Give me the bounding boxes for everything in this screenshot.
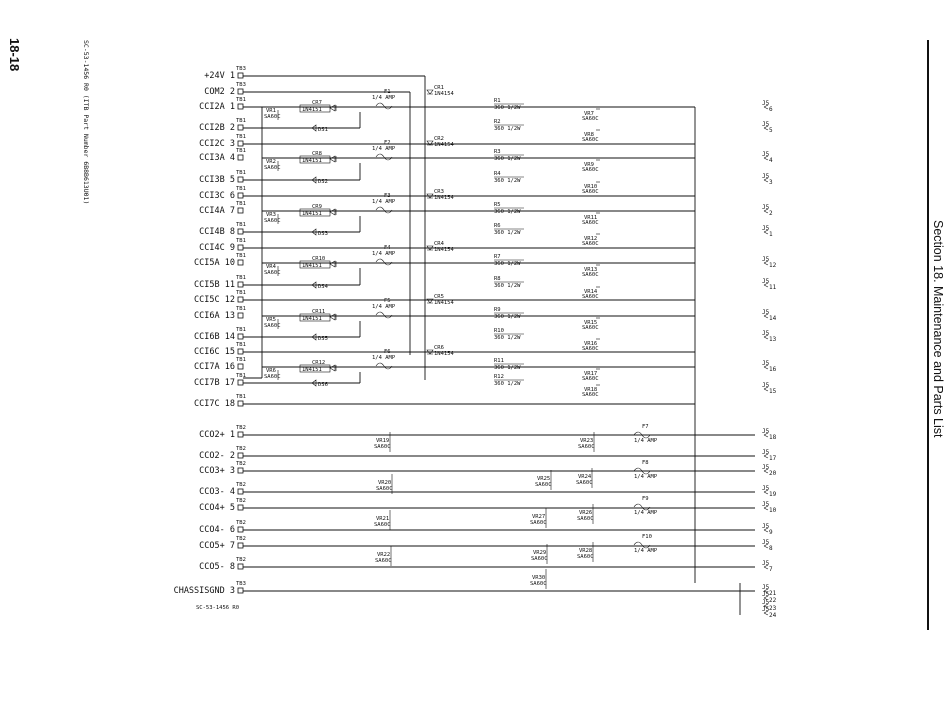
diode-ref: CR10 (312, 256, 326, 262)
diode-symbol (330, 209, 336, 215)
varistor-ref: VR14 (584, 289, 598, 295)
j5-label: J5 (762, 485, 770, 492)
terminal-block-label: TB1 (236, 275, 246, 281)
terminal-block-label: TB1 (236, 238, 246, 244)
section-title: Section 18. Maintenance and Parts List (931, 220, 945, 438)
resistor-value: 360 1/2W (494, 314, 521, 320)
resistor-ref: R9 (494, 307, 501, 313)
varistor-part: SA60C (582, 241, 599, 247)
varistor-ref: VR13 (584, 267, 598, 273)
resistor-value: 360 1/2W (494, 230, 521, 236)
varistor-ref: VR28 (579, 548, 593, 554)
j5-label: J5 (762, 330, 770, 337)
varistor-ref: VR19 (376, 438, 390, 444)
terminal-square (238, 245, 243, 250)
terminal-block-label: TB2 (236, 446, 246, 452)
resistor-ref: R6 (494, 223, 501, 229)
diode-part: 1N4151 (302, 316, 322, 322)
terminal-square (238, 564, 243, 569)
varistor-part: SA60C (582, 294, 599, 300)
varistor-part: SA60C (264, 165, 281, 171)
j5-label: J5 (762, 382, 770, 389)
varistor-part: SA60C (264, 270, 281, 276)
led-ref: DS4 (318, 284, 328, 290)
diode-ref: CR2 (434, 136, 444, 142)
j5-label: J5 (762, 121, 770, 128)
j5-label: J5 (762, 523, 770, 530)
varistor-ref: VR17 (584, 371, 598, 377)
terminal-square (238, 468, 243, 473)
diode-part: 1N4154 (434, 142, 454, 148)
diode-symbol (427, 90, 433, 94)
varistor-part: SA60C (578, 444, 595, 450)
terminal-label: CCI6C 15 (194, 347, 235, 357)
terminal-label: CCI7C 18 (194, 399, 235, 409)
diode-part: 1N4154 (434, 351, 454, 357)
terminal-label: CCO3- 4 (199, 487, 235, 497)
diode-symbol (330, 261, 336, 267)
varistor-part: SA60C (576, 480, 593, 486)
varistor-ref: VR8 (584, 132, 594, 138)
diode-part: 1N4154 (434, 300, 454, 306)
resistor-value: 360 1/2W (494, 126, 521, 132)
j5-label: J5 (762, 278, 770, 285)
terminal-block-label: TB3 (236, 581, 246, 587)
fuse-symbol (376, 312, 392, 318)
fuse-rating: 1/4 AMP (372, 95, 396, 101)
diode-part: 1N4151 (302, 158, 322, 164)
varistor-ref: VR9 (584, 162, 594, 168)
j5-pin: 3 (769, 179, 773, 186)
varistor-part: SA60C (374, 444, 391, 450)
terminal-block-label: TB1 (236, 148, 246, 154)
terminal-square (238, 282, 243, 287)
j5-label: J5 (762, 591, 770, 598)
terminal-label: CCI2A 1 (199, 102, 235, 112)
varistor-part: SA60C (374, 522, 391, 528)
terminal-label: CCO5+ 7 (199, 541, 235, 551)
terminal-square (238, 155, 243, 160)
diode-symbol (330, 156, 336, 162)
diode-ref: CR3 (434, 189, 444, 195)
terminal-square (238, 489, 243, 494)
varistor-ref: VR26 (579, 510, 593, 516)
resistor-value: 360 1/2W (494, 283, 521, 289)
terminal-square (238, 380, 243, 385)
varistor-part: SA60C (535, 482, 552, 488)
diode-part: 1N4151 (302, 367, 322, 373)
j5-pin: 6 (769, 106, 773, 113)
terminal-label: CCI2B 2 (199, 123, 235, 133)
resistor-ref: R8 (494, 276, 501, 282)
j5-pin: 7 (769, 566, 773, 573)
j5-label: J5 (762, 464, 770, 471)
led-ref: DS1 (318, 127, 328, 133)
terminal-label: CCO3+ 3 (199, 466, 235, 476)
terminal-square (238, 297, 243, 302)
terminal-square (238, 543, 243, 548)
j5-pin: 20 (769, 470, 777, 477)
diode-ref: CR9 (312, 204, 322, 210)
varistor-part: SA60C (577, 516, 594, 522)
fuse-symbol (376, 363, 392, 369)
j5-pin: 19 (769, 491, 777, 498)
j5-label: J5 (762, 225, 770, 232)
j5-label: J5 (762, 560, 770, 567)
diode-ref: CR11 (312, 309, 326, 315)
led-ref: DS2 (318, 179, 328, 185)
varistor-ref: VR29 (533, 550, 547, 556)
terminal-label: CCO4- 6 (199, 525, 235, 535)
terminal-label: CCI4B 8 (199, 227, 235, 237)
terminal-square (238, 349, 243, 354)
fuse-rating: 1/4 AMP (634, 510, 658, 516)
terminal-label: CCI5A 10 (194, 258, 235, 268)
j5-pin: 17 (769, 455, 777, 462)
varistor-ref: VR25 (537, 476, 551, 482)
fuse-rating: 1/4 AMP (372, 355, 396, 361)
varistor-part: SA60C (577, 554, 594, 560)
terminal-label: CCO2+ 1 (199, 430, 235, 440)
terminal-label: CCI5C 12 (194, 295, 235, 305)
j5-label: J5 (762, 599, 770, 606)
fuse-ref: F4 (384, 245, 391, 251)
terminal-square (238, 193, 243, 198)
varistor-part: SA60C (582, 167, 599, 173)
terminal-block-label: TB1 (236, 134, 246, 140)
diode-part: 1N4151 (302, 211, 322, 217)
j5-pin: 15 (769, 388, 777, 395)
fuse-rating: 1/4 AMP (372, 251, 396, 257)
j5-label: J5 (762, 309, 770, 316)
terminal-block-label: TB3 (236, 82, 246, 88)
document-reference: SC-53-1456 R0 (ITB Part Number 6B8B613U01) (82, 40, 90, 205)
j5-label: J5 (762, 360, 770, 367)
varistor-part: SA60C (582, 272, 599, 278)
terminal-square (238, 260, 243, 265)
varistor-part: SA60C (582, 376, 599, 382)
j5-pin: 13 (769, 336, 777, 343)
resistor-value: 360 1/2W (494, 365, 521, 371)
terminal-block-label: TB1 (236, 253, 246, 259)
diode-part: 1N4154 (434, 247, 454, 253)
j5-label: J5 (762, 449, 770, 456)
varistor-ref: VR3 (266, 212, 276, 218)
j5-label: J5 (762, 584, 770, 591)
fuse-ref: F7 (642, 424, 649, 430)
terminal-square (238, 125, 243, 130)
varistor-ref: VR18 (584, 387, 598, 393)
j5-pin: 10 (769, 507, 777, 514)
varistor-ref: VR2 (266, 159, 276, 165)
j5-pin: 8 (769, 545, 773, 552)
diode-ref: CR4 (434, 241, 444, 247)
terminal-label: CCI3C 6 (199, 191, 235, 201)
varistor-ref: VR6 (266, 368, 276, 374)
fuse-symbol (376, 154, 392, 160)
terminal-block-label: TB1 (236, 342, 246, 348)
terminal-block-label: TB1 (236, 373, 246, 379)
varistor-ref: VR30 (532, 575, 546, 581)
varistor-ref: VR23 (580, 438, 594, 444)
diode-ref: CR12 (312, 360, 326, 366)
varistor-ref: VR27 (532, 514, 546, 520)
resistor-value: 360 1/2W (494, 209, 521, 215)
terminal-block-label: TB1 (236, 394, 246, 400)
varistor-part: SA60C (264, 374, 281, 380)
diode-ref: CR6 (434, 345, 444, 351)
resistor-ref: R11 (494, 358, 504, 364)
varistor-part: SA60C (582, 220, 599, 226)
varistor-ref: VR21 (376, 516, 390, 522)
terminal-block-label: TB1 (236, 118, 246, 124)
diode-symbol (330, 365, 336, 371)
terminal-square (238, 73, 243, 78)
varistor-part: SA60C (530, 581, 547, 587)
led-ref: DS6 (318, 382, 328, 388)
resistor-value: 360 1/2W (494, 105, 521, 111)
terminal-square (238, 401, 243, 406)
resistor-ref: R3 (494, 149, 501, 155)
resistor-ref: R5 (494, 202, 501, 208)
terminal-label: +24V 1 (204, 71, 235, 81)
terminal-square (238, 527, 243, 532)
resistor-ref: R4 (494, 171, 501, 177)
terminal-square (238, 208, 243, 213)
terminal-block-label: TB2 (236, 482, 246, 488)
terminal-block-label: TB1 (236, 222, 246, 228)
j5-pin: 5 (769, 127, 773, 134)
j5-label: J5 (762, 501, 770, 508)
diode-part: 1N4151 (302, 107, 322, 113)
varistor-part: SA60C (582, 189, 599, 195)
varistor-ref: VR20 (378, 480, 392, 486)
terminal-block-label: TB3 (236, 66, 246, 72)
page-number: 18-18 (7, 38, 22, 72)
terminal-block-label: TB2 (236, 520, 246, 526)
resistor-value: 360 1/2W (494, 381, 521, 387)
fuse-ref: F3 (384, 193, 391, 199)
varistor-ref: VR1 (266, 108, 276, 114)
fuse-rating: 1/4 AMP (634, 438, 658, 444)
terminal-label: CCI6B 14 (194, 332, 235, 342)
terminal-block-label: TB1 (236, 97, 246, 103)
j5-pin: 18 (769, 434, 777, 441)
diode-part: 1N4154 (434, 195, 454, 201)
terminal-label: CCI3B 5 (199, 175, 235, 185)
diode-ref: CR7 (312, 100, 322, 106)
diode-part: 1N4154 (434, 91, 454, 97)
fuse-rating: 1/4 AMP (634, 474, 658, 480)
led-ref: DS3 (318, 231, 328, 237)
fuse-rating: 1/4 AMP (372, 304, 396, 310)
terminal-block-label: TB2 (236, 536, 246, 542)
terminal-block-label: TB1 (236, 306, 246, 312)
j5-pin: 23 (769, 605, 777, 612)
fuse-ref: F10 (642, 534, 652, 540)
terminal-label: CCI7A 16 (194, 362, 235, 372)
fuse-ref: F1 (384, 89, 391, 95)
j5-pin: 22 (769, 597, 777, 604)
terminal-square (238, 453, 243, 458)
resistor-value: 360 1/2W (494, 156, 521, 162)
varistor-part: SA60C (582, 346, 599, 352)
terminal-block-label: TB1 (236, 327, 246, 333)
varistor-ref: VR24 (578, 474, 592, 480)
terminal-square (238, 505, 243, 510)
j5-label: J5 (762, 606, 770, 613)
j5-pin: 24 (769, 612, 777, 619)
terminal-label: CCI4A 7 (199, 206, 235, 216)
terminal-block-label: TB2 (236, 461, 246, 467)
resistor-ref: R1 (494, 98, 501, 104)
varistor-part: SA60C (582, 392, 599, 398)
fuse-rating: 1/4 AMP (372, 146, 396, 152)
terminal-label: CCO5- 8 (199, 562, 235, 572)
varistor-ref: VR16 (584, 341, 598, 347)
terminal-square (238, 334, 243, 339)
terminal-block-label: TB2 (236, 498, 246, 504)
terminal-square (238, 432, 243, 437)
terminal-block-label: TB1 (236, 290, 246, 296)
diode-symbol (330, 105, 336, 111)
j5-pin: 14 (769, 315, 777, 322)
varistor-ref: VR15 (584, 320, 598, 326)
varistor-part: SA60C (375, 558, 392, 564)
fuse-ref: F6 (384, 349, 391, 355)
j5-pin: 1 (769, 231, 773, 238)
diode-ref: CR8 (312, 151, 322, 157)
terminal-block-label: TB1 (236, 186, 246, 192)
terminal-square (238, 313, 243, 318)
terminal-label: CCI5B 11 (194, 280, 235, 290)
terminal-label: CCO2- 2 (199, 451, 235, 461)
fuse-symbol (376, 103, 392, 109)
terminal-label: CHASSISGND 3 (173, 586, 235, 596)
terminal-square (238, 177, 243, 182)
diode-ref: CR5 (434, 294, 444, 300)
fuse-rating: 1/4 AMP (634, 548, 658, 554)
fuse-symbol (376, 259, 392, 265)
terminal-label: CCI2C 3 (199, 139, 235, 149)
j5-pin: 9 (769, 529, 773, 536)
varistor-ref: VR10 (584, 184, 598, 190)
terminal-label: CCI7B 17 (194, 378, 235, 388)
j5-label: J5 (762, 428, 770, 435)
resistor-ref: R2 (494, 119, 501, 125)
resistor-ref: R10 (494, 328, 504, 334)
varistor-ref: VR5 (266, 317, 276, 323)
terminal-square (238, 229, 243, 234)
varistor-ref: VR22 (377, 552, 391, 558)
diode-symbol (330, 314, 336, 320)
terminal-block-label: TB1 (236, 357, 246, 363)
varistor-ref: VR7 (584, 111, 594, 117)
j5-label: J5 (762, 151, 770, 158)
diode-part: 1N4151 (302, 263, 322, 269)
terminal-block-label: TB1 (236, 201, 246, 207)
j5-label: J5 (762, 173, 770, 180)
fuse-ref: F9 (642, 496, 649, 502)
led-ref: DS5 (318, 336, 328, 342)
j5-pin: 4 (769, 157, 773, 164)
j5-pin: 11 (769, 284, 777, 291)
fuse-rating: 1/4 AMP (372, 199, 396, 205)
varistor-part: SA60C (530, 520, 547, 526)
j5-label: J5 (762, 204, 770, 211)
terminal-square (238, 141, 243, 146)
varistor-part: SA60C (264, 114, 281, 120)
fuse-ref: F8 (642, 460, 649, 466)
resistor-ref: R12 (494, 374, 504, 380)
terminal-square (238, 104, 243, 109)
resistor-value: 360 1/2W (494, 261, 521, 267)
varistor-part: SA60C (531, 556, 548, 562)
varistor-part: SA60C (582, 116, 599, 122)
j5-pin: 12 (769, 262, 777, 269)
j5-label: J5 (762, 256, 770, 263)
varistor-ref: VR11 (584, 215, 598, 221)
diode-ref: CR1 (434, 85, 444, 91)
terminal-label: CCI4C 9 (199, 243, 235, 253)
terminal-square (238, 588, 243, 593)
j5-pin: 21 (769, 590, 777, 597)
fuse-ref: F2 (384, 140, 391, 146)
resistor-value: 360 1/2W (494, 178, 521, 184)
j5-pin: 16 (769, 366, 777, 373)
fuse-ref: F5 (384, 298, 391, 304)
terminal-block-label: TB2 (236, 557, 246, 563)
varistor-part: SA60C (264, 218, 281, 224)
drawing-number: SC-53-1456 R0 (196, 605, 240, 611)
j5-pin: 2 (769, 210, 773, 217)
varistor-part: SA60C (582, 137, 599, 143)
resistor-value: 360 1/2W (494, 335, 521, 341)
j5-label: J5 (762, 100, 770, 107)
varistor-part: SA60C (582, 325, 599, 331)
terminal-block-label: TB2 (236, 425, 246, 431)
terminal-label: COM2 2 (204, 87, 235, 97)
varistor-ref: VR4 (266, 264, 276, 270)
terminal-block-label: TB1 (236, 170, 246, 176)
terminal-square (238, 89, 243, 94)
varistor-part: SA60C (376, 486, 393, 492)
resistor-ref: R7 (494, 254, 501, 260)
terminal-label: CCI6A 13 (194, 311, 235, 321)
terminal-label: CCI3A 4 (199, 153, 235, 163)
varistor-part: SA60C (264, 323, 281, 329)
j5-label: J5 (762, 539, 770, 546)
terminal-square (238, 364, 243, 369)
fuse-symbol (376, 207, 392, 213)
varistor-ref: VR12 (584, 236, 598, 242)
terminal-label: CCO4+ 5 (199, 503, 235, 513)
